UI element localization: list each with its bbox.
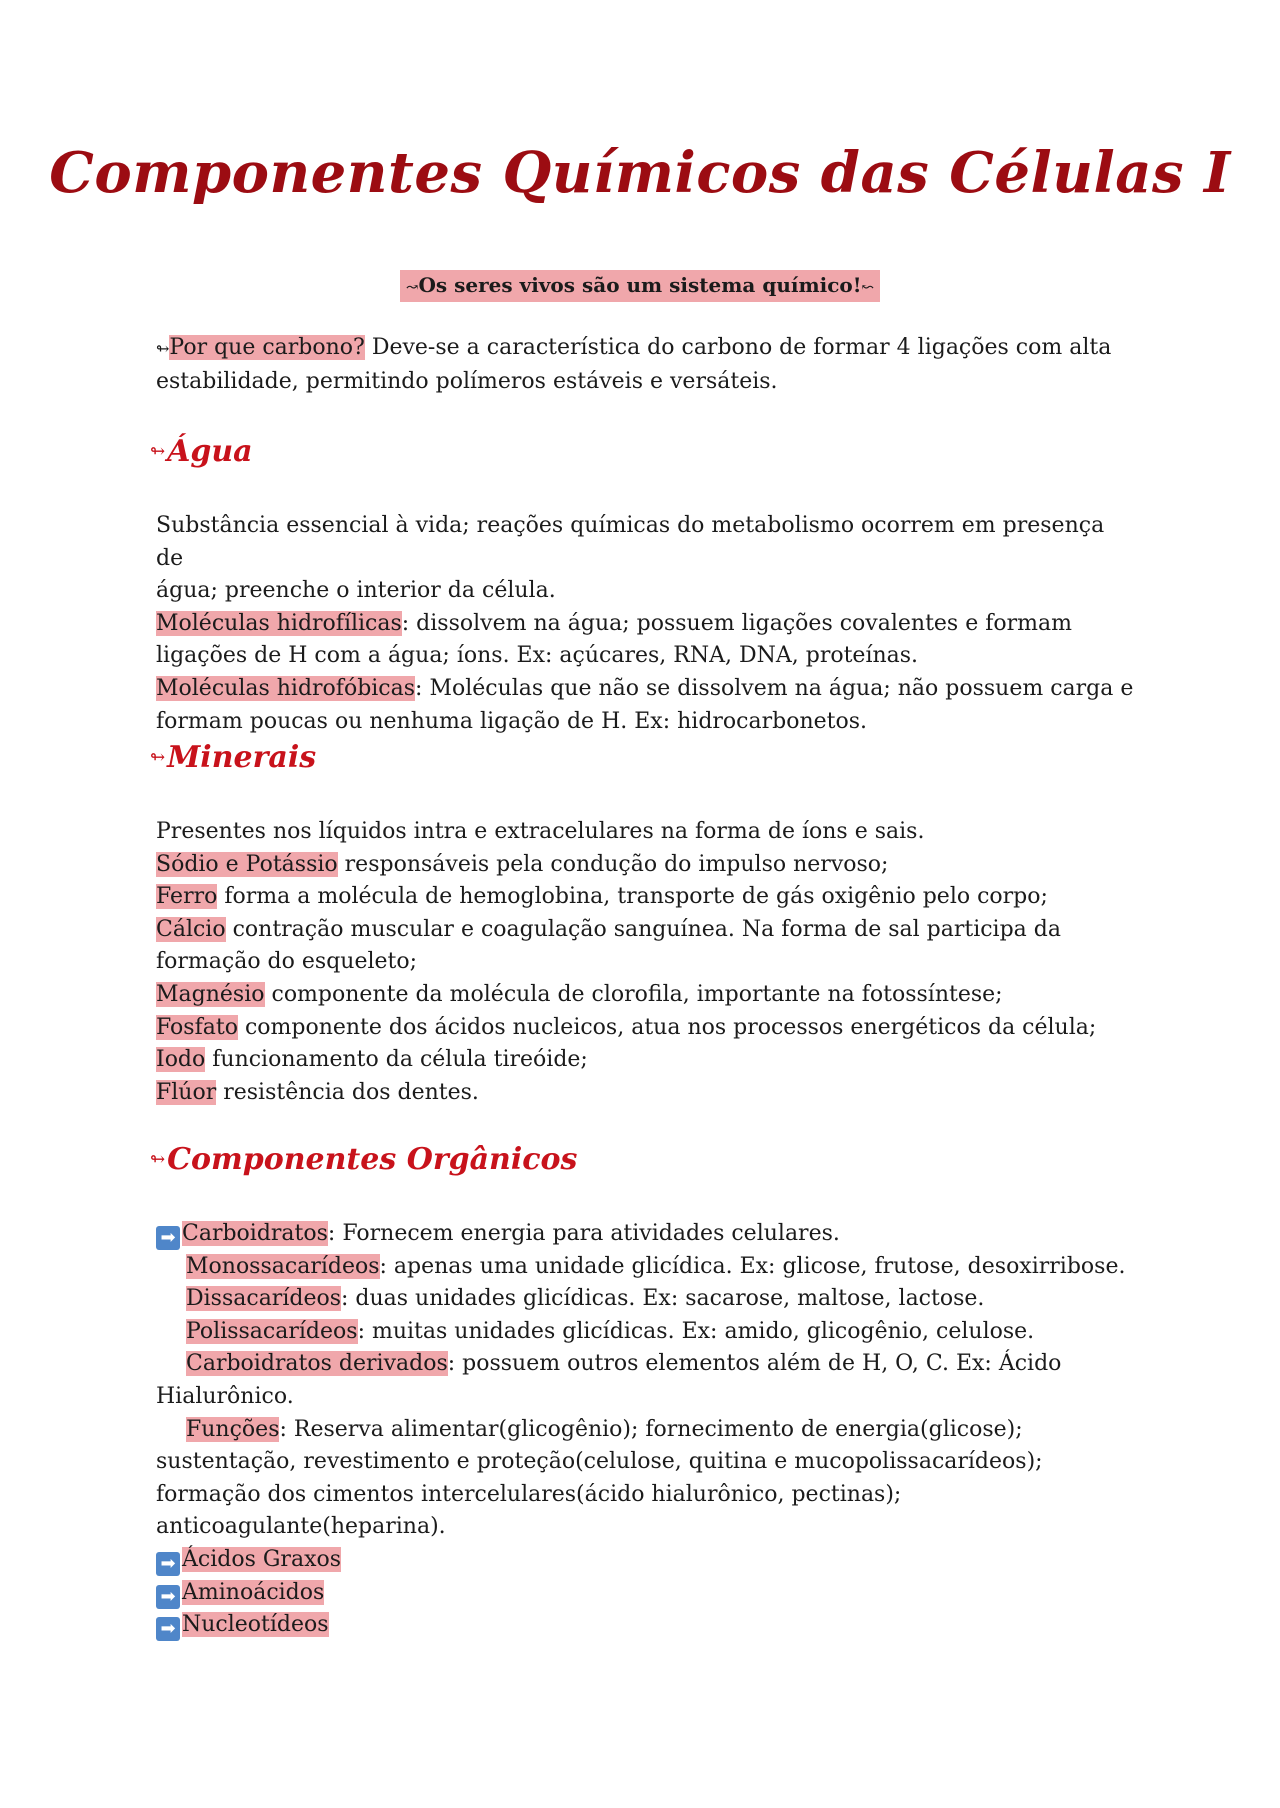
term-text: : dissolvem na água; possuem ligações covalentes e formam bbox=[401, 610, 1072, 636]
section-heading-minerais bbox=[150, 738, 316, 778]
section-heading-agua bbox=[150, 432, 253, 472]
term-highlight: Carboidratos derivados bbox=[186, 1351, 448, 1377]
term-text: : duas unidades glicídicas. Ex: sacarose, maltose, lactose. bbox=[341, 1286, 985, 1312]
term-highlight: Carboidratos bbox=[182, 1221, 328, 1246]
right-arrow-icon: ➡ bbox=[156, 1552, 180, 1576]
funcoes-line bbox=[156, 1414, 1136, 1447]
mineral-item bbox=[156, 1012, 1136, 1045]
term-highlight: Dissacarídeos bbox=[186, 1286, 341, 1312]
term-highlight: Monossacarídeos bbox=[186, 1253, 380, 1279]
term-highlight: Iodo bbox=[156, 1047, 206, 1073]
intro-line-2: estabilidade, permitindo polímeros estáveis e versáteis. bbox=[156, 368, 778, 394]
monossacarideos-line bbox=[156, 1251, 1136, 1284]
mineral-item bbox=[156, 849, 1136, 882]
heading-text: Componentes Orgânicos bbox=[167, 1142, 578, 1177]
polissacarideos-line bbox=[156, 1316, 1136, 1349]
text-line: formação do esqueleto; bbox=[156, 949, 418, 975]
subtitle-container bbox=[0, 270, 1280, 302]
intro-highlight: Por que carbono? bbox=[169, 335, 365, 360]
right-arrow-icon: ➡ bbox=[156, 1226, 180, 1250]
text-line: água; preenche o interior da célula. bbox=[156, 578, 556, 604]
aminoacidos-line bbox=[156, 1577, 1136, 1610]
term-highlight: Aminoácidos bbox=[182, 1579, 325, 1605]
agua-paragraph bbox=[156, 510, 1136, 738]
mineral-item bbox=[156, 1044, 1136, 1077]
text-line: formam poucas ou nenhuma ligação de H. Ex: hidrocarbonetos. bbox=[156, 708, 868, 734]
term-highlight: Polissacarídeos bbox=[186, 1318, 358, 1344]
term-highlight: Funções bbox=[186, 1416, 280, 1442]
subtitle-highlight bbox=[400, 270, 880, 302]
loop-arrow-icon: ↬ bbox=[156, 339, 170, 358]
term-text: : apenas uma unidade glicídica. Ex: glicose, frutose, desoxirribose. bbox=[379, 1253, 1126, 1279]
curly-arrow-left-icon: ↝ bbox=[405, 278, 419, 296]
term-text: : Reserva alimentar(glicogênio); fornecimento de energia(glicose); bbox=[279, 1416, 1023, 1442]
mineral-item bbox=[156, 881, 1136, 914]
term-text: funcionamento da célula tireóide; bbox=[205, 1047, 588, 1073]
intro-text: Deve-se a característica do carbono de formar 4 ligações com alta bbox=[364, 335, 1112, 360]
mineral-item bbox=[156, 914, 1136, 947]
dissacarideos-line bbox=[156, 1283, 1136, 1316]
acidos-graxos-line bbox=[156, 1544, 1136, 1577]
text-line: Hialurônico. bbox=[156, 1383, 294, 1409]
term-text: : possuem outros elementos além de H, O, C. Ex: Ácido bbox=[447, 1351, 1062, 1377]
term-highlight: Sódio e Potássio bbox=[156, 851, 338, 877]
text-line: sustentação, revestimento e proteção(celulose, quitina e mucopolissacarídeos); bbox=[156, 1449, 1043, 1475]
organicos-paragraph bbox=[156, 1218, 1136, 1642]
hidrofilicas-line bbox=[156, 608, 1136, 641]
loop-arrow-icon: ↬ bbox=[150, 1149, 166, 1170]
right-arrow-icon: ➡ bbox=[156, 1585, 180, 1609]
text-line: formação dos cimentos intercelulares(ácido hialurônico, pectinas); bbox=[156, 1481, 902, 1507]
term-text: : Fornecem energia para atividades celulares. bbox=[327, 1221, 840, 1246]
derivados-line bbox=[156, 1348, 1136, 1381]
minerais-paragraph bbox=[156, 816, 1136, 1109]
term-text: forma a molécula de hemoglobina, transporte de gás oxigênio pelo corpo; bbox=[217, 884, 1048, 910]
text-line: Substância essencial à vida; reações químicas do metabolismo ocorrem em presença de bbox=[156, 513, 1105, 571]
term-highlight: Ácidos Graxos bbox=[182, 1546, 342, 1572]
term-text: resistência dos dentes. bbox=[216, 1079, 479, 1105]
term-text: componente da molécula de clorofila, importante na fotossíntese; bbox=[264, 981, 1003, 1007]
mineral-item bbox=[156, 1077, 1136, 1110]
term-highlight: Moléculas hidrofílicas bbox=[156, 610, 402, 636]
term-highlight: Flúor bbox=[156, 1079, 217, 1105]
term-text: : muitas unidades glicídicas. Ex: amido, glicogênio, celulose. bbox=[357, 1318, 1035, 1344]
text-line: Presentes nos líquidos intra e extracelulares na forma de íons e sais. bbox=[156, 819, 925, 844]
term-text: componente dos ácidos nucleicos, atua nos processos energéticos da célula; bbox=[237, 1014, 1097, 1040]
loop-arrow-icon: ↬ bbox=[150, 747, 166, 768]
heading-text: Água bbox=[167, 434, 253, 469]
term-highlight: Fosfato bbox=[156, 1014, 238, 1040]
term-text: : Moléculas que não se dissolvem na água; não possuem carga e bbox=[415, 675, 1134, 701]
right-arrow-icon: ➡ bbox=[156, 1617, 180, 1641]
term-highlight: Nucleotídeos bbox=[182, 1612, 329, 1638]
hidrofobicas-line bbox=[156, 673, 1136, 706]
loop-arrow-icon: ↬ bbox=[150, 441, 166, 462]
term-highlight: Magnésio bbox=[156, 981, 265, 1007]
mineral-item bbox=[156, 979, 1136, 1012]
term-highlight: Ferro bbox=[156, 884, 218, 910]
term-text: responsáveis pela condução do impulso nervoso; bbox=[337, 851, 889, 877]
term-text: contração muscular e coagulação sanguínea. Na forma de sal participa da bbox=[225, 916, 1061, 942]
term-highlight: Moléculas hidrofóbicas bbox=[156, 675, 416, 701]
carboidratos-line bbox=[156, 1218, 1136, 1251]
curly-arrow-right-icon: ↜ bbox=[861, 278, 875, 296]
section-heading-organicos bbox=[150, 1140, 577, 1180]
text-line: ligações de H com a água; íons. Ex: açúcares, RNA, DNA, proteínas. bbox=[156, 643, 919, 669]
intro-line-1 bbox=[156, 332, 1136, 366]
text-line: anticoagulante(heparina). bbox=[156, 1514, 446, 1540]
subtitle-text: Os seres vivos são um sistema químico! bbox=[418, 273, 862, 297]
intro-paragraph bbox=[156, 332, 1136, 398]
page-title: Componentes Químicos das Células I bbox=[49, 140, 1231, 206]
heading-text: Minerais bbox=[167, 740, 317, 775]
nucleotideos-line bbox=[156, 1609, 1136, 1642]
term-highlight: Cálcio bbox=[156, 916, 226, 942]
